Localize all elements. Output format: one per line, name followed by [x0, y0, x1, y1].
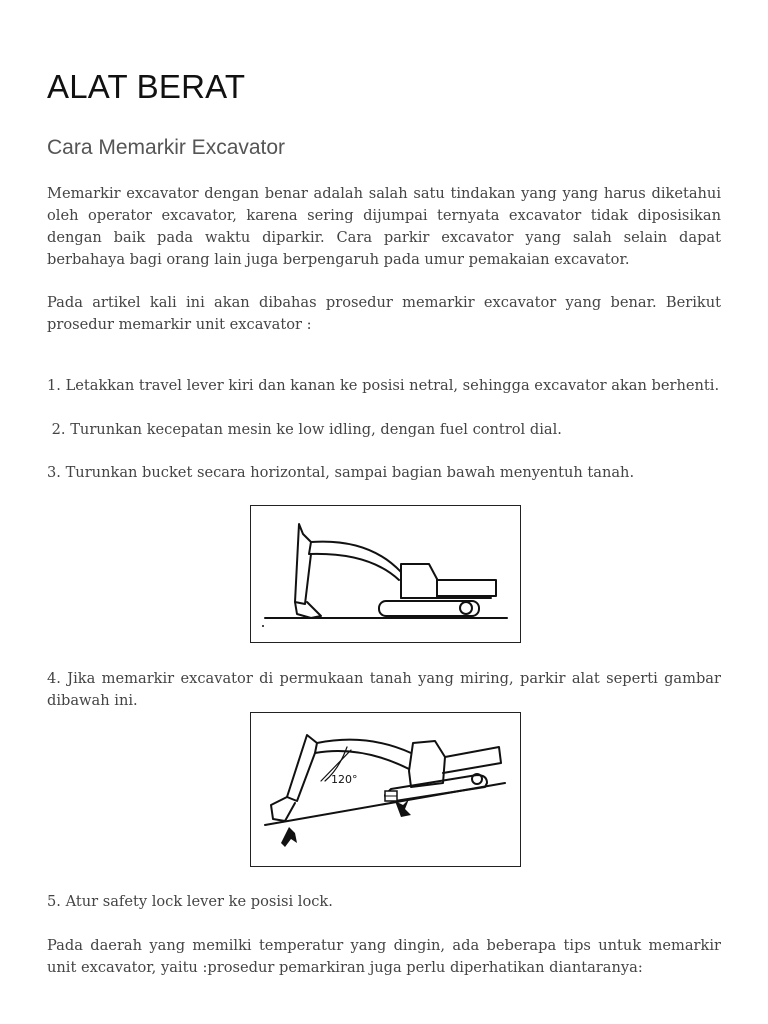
excavator-flat-illustration	[251, 506, 520, 642]
article-subtitle: Cara Memarkir Excavator	[47, 136, 286, 159]
excavator-slope-figure	[250, 712, 521, 867]
excavator-flat-figure	[250, 505, 521, 643]
step-3: 3. Turunkan bucket secara horizontal, sampai bagian bawah menyentuh tanah.	[47, 464, 635, 481]
excavator-slope-illustration	[251, 713, 520, 866]
lead-paragraph: Pada artikel kali ini akan dibahas prosedur memarkir excavator yang benar. Berikut prosedur memarkir unit excavator :	[47, 294, 721, 333]
step-4: 4. Jika memarkir excavator di permukaan tanah yang miring, parkir alat seperti gambar dibawah ini.	[47, 670, 721, 709]
step-1: 1. Letakkan travel lever kiri dan kanan ke posisi netral, sehingga excavator akan berhenti.	[47, 377, 720, 394]
step-5: 5. Atur safety lock lever ke posisi lock.	[47, 893, 333, 910]
tips-paragraph: Pada daerah yang memilki temperatur yang dingin, ada beberapa tips untuk memarkir unit excavator, yaitu :prosedur pemarkiran juga perlu diperhatikan diantaranya:	[47, 937, 721, 976]
intro-paragraph: Memarkir excavator dengan benar adalah salah satu tindakan yang yang harus diketahui oleh operator excavator, karena sering dijumpai ternyata excavator tidak diposisikan dengan baik pada waktu diparkir. Cara parkir excavator yang salah selain dapat berbahaya bagi orang lain juga berpengaruh pada umur pemakaian excavator.	[47, 185, 721, 268]
step-2: 2. Turunkan kecepatan mesin ke low idling, dengan fuel control dial.	[47, 421, 562, 438]
angle-label: 120°	[331, 773, 358, 786]
page-title: ALAT BERAT	[47, 68, 246, 105]
